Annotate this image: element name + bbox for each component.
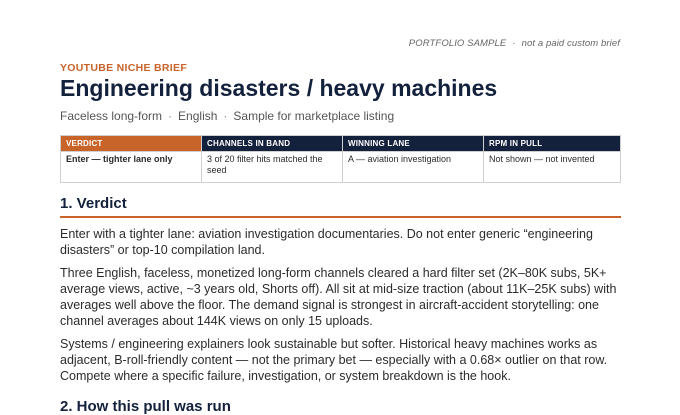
portfolio-note (409, 38, 620, 49)
subtitle-separator: · (168, 109, 173, 123)
summary-table (60, 135, 621, 183)
summary-header-row (61, 136, 621, 152)
cell-rpm: Not shown — not invented (484, 152, 621, 183)
page-title: Engineering disasters / heavy machines (60, 75, 498, 101)
note-separator: · (512, 38, 516, 49)
summary-row (61, 152, 621, 183)
portfolio-sample-label: PORTFOLIO SAMPLE (408, 38, 507, 49)
subtitle-format: Faceless long-form (60, 109, 163, 123)
verdict-paragraph-3: Systems / engineering explainers look sustainable but softer. Historical heavy machines works as adjacent, B-roll-friendly content — not the primary bet — especially with a 0.68× outlier on that row. Compete where a specific failure, investigation, or system breakdown is the hook. (60, 337, 608, 383)
subtitle-separator: · (223, 109, 228, 123)
header-lane: WINNING LANE (343, 136, 484, 152)
verdict-paragraph-1: Enter with a tighter lane: aviation investigation documentaries. Do not enter generic “engineering disasters” or top-10 compilation land. (60, 227, 593, 257)
header-channels: CHANNELS IN BAND (202, 136, 343, 152)
page-subtitle (60, 109, 394, 123)
header-rpm: RPM IN PULL (484, 136, 621, 152)
not-paid-label: not a paid custom brief (521, 38, 620, 49)
verdict-paragraph-2: Three English, faceless, monetized long-form channels cleared a hard filter set (2K–80K subs, 5K+ average views, active, ~3 years old, Shorts off). All sit at mid-size traction (about 11K–25K subs) with averages well above the floor. The demand signal is strongest in aircraft-accident storytelling: one channel averages about 144K views on only 15 uploads. (60, 266, 617, 328)
subtitle-purpose: Sample for marketplace listing (233, 109, 395, 123)
brief-category: YOUTUBE NICHE BRIEF (60, 62, 188, 74)
subtitle-language: English (178, 109, 218, 123)
cell-verdict: Enter — tighter lane only (61, 152, 202, 183)
section-heading-method: 2. How this pull was run (60, 398, 231, 415)
section-divider (60, 216, 621, 218)
cell-lane: A — aviation investigation (343, 152, 484, 183)
section-heading-verdict: 1. Verdict (60, 195, 127, 212)
cell-channels: 3 of 20 filter hits matched the seed (202, 152, 343, 183)
header-verdict: VERDICT (61, 136, 202, 152)
